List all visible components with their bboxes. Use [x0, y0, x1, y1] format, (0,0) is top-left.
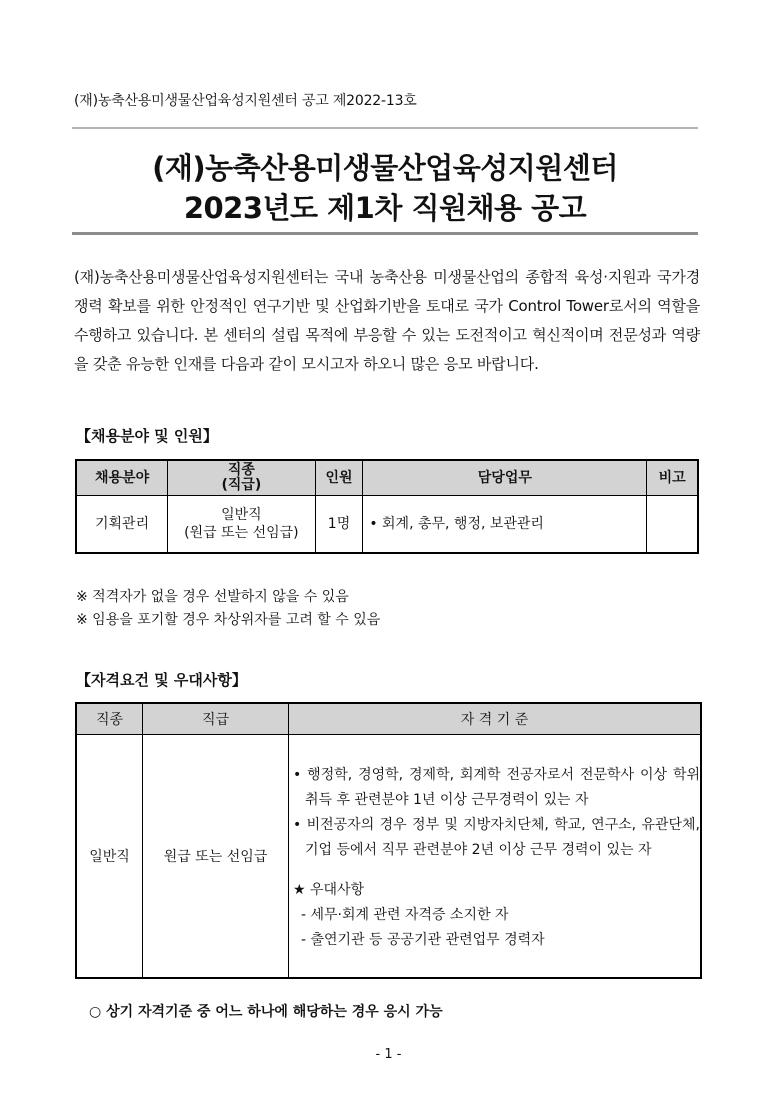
- table-row: [76, 735, 701, 979]
- table-header-row: [76, 703, 701, 735]
- header-kind: 직종: [76, 703, 143, 735]
- cell-criteria: [289, 735, 702, 979]
- intro-paragraph: (재)농축산용미생물산업육성지원센터는 국내 농축산용 미생물산업의 종합적 육성·지원과 국가경쟁력 확보를 위한 안정적인 연구기반 및 산업화기반을 토대로 국가 Control Tower로서의 역할을 수행하고 있습니다. 본 센터의 설립 목적에 부응할 수 있는 도전적이고 혁신적이며 전문성과 역량을 갖춘 유능한 인재를 다음과 같이 모시고자 하오니 많은 응모 바랍니다.: [74, 268, 700, 373]
- header-rank-line2: (직급): [221, 477, 262, 493]
- cell-rank: 원급 또는 선임급: [143, 735, 289, 979]
- criteria-item: • 행정학, 경영학, 경제학, 회계학 전공자로서 전문학사 이상 학위 취득 후 관련분야 1년 이상 근무경력이 있는 자: [293, 767, 700, 808]
- note-item: ※ 적격자가 없을 경우 선발하지 않을 수 있음: [76, 589, 349, 605]
- header-rank: 직급: [143, 703, 289, 735]
- criteria-spacer: [293, 863, 700, 878]
- cell-duty: • 회계, 총무, 행정, 보관관리: [363, 496, 647, 554]
- criteria-item: • 비전공자의 경우 정부 및 지방자치단체, 학교, 연구소, 유관단체, 기업 등에서 직무 관련분야 2년 이상 근무 경력이 있는 자: [293, 817, 700, 858]
- preference-item: - 세무·회계 관련 자격증 소지한 자: [301, 907, 509, 923]
- cell-field: 기획관리: [76, 496, 168, 554]
- note-item: ※ 임용을 포기할 경우 차상위자를 고려 할 수 있음: [76, 612, 381, 628]
- header-divider: [72, 127, 698, 129]
- header-rank-line1: 직종: [227, 462, 255, 478]
- header-field: 채용분야: [76, 460, 168, 496]
- table-header-row: [76, 460, 698, 496]
- preference-item: - 출연기관 등 공공기관 관련업무 경력자: [301, 932, 545, 948]
- cell-rank-line1: 일반직: [221, 507, 262, 523]
- table-row: [76, 496, 698, 554]
- cell-kind: 일반직: [76, 735, 143, 979]
- section-title-positions: 【채용분야 및 인원】: [76, 427, 218, 445]
- header-duty: 담당업무: [363, 460, 647, 496]
- cell-note: [647, 496, 698, 554]
- cell-count: 1명: [315, 496, 363, 554]
- page-number: - 1 -: [375, 1047, 402, 1062]
- qualifications-table: [75, 702, 702, 979]
- preference-title: ★ 우대사항: [293, 882, 365, 898]
- header-criteria: 자 격 기 준: [289, 703, 702, 735]
- positions-table: [75, 459, 699, 554]
- section-title-qualifications: 【자격요건 및 우대사항】: [76, 671, 247, 689]
- cell-rank-line2: (원급 또는 선임급): [184, 525, 299, 541]
- header-note: 비고: [647, 460, 698, 496]
- page-title-line1: (재)농축산용미생물산업육성지원센터: [152, 151, 618, 185]
- page-title-line2: 2023년도 제1차 직원채용 공고: [183, 191, 587, 225]
- document-number: (재)농축산용미생물산업육성지원센터 공고 제2022-13호: [74, 93, 417, 109]
- cell-rank: [168, 496, 316, 554]
- header-rank: [168, 460, 316, 496]
- eligibility-footnote: ○ 상기 자격기준 중 어느 하나에 해당하는 경우 응시 가능: [89, 1004, 443, 1020]
- title-divider: [72, 232, 698, 235]
- notes-list: [76, 586, 380, 632]
- header-count: 인원: [315, 460, 363, 496]
